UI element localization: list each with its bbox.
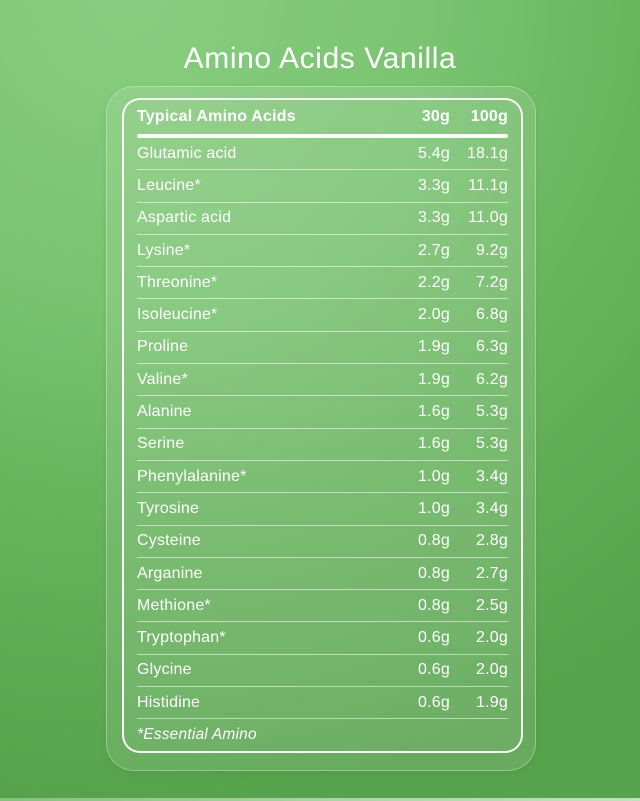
amino-acid-name: Valine*: [137, 370, 188, 388]
amino-acid-name: Tryptophan*: [137, 629, 226, 647]
amino-acid-name: Histidine: [137, 693, 201, 711]
table-row: [137, 493, 508, 525]
amount-30g: 1.0g: [418, 499, 450, 517]
header-label: Typical Amino Acids: [137, 108, 296, 125]
amount-30g: 0.8g: [418, 564, 450, 582]
amount-30g: 1.6g: [418, 403, 450, 421]
header-col-30g: 30g: [421, 108, 450, 125]
amount-100g: 11.0g: [468, 209, 508, 227]
table-row: [137, 332, 508, 364]
amount-30g: 2.7g: [418, 241, 450, 259]
amount-100g: 2.7g: [476, 564, 508, 582]
table-row: [137, 526, 508, 558]
amino-acid-name: Arganine: [137, 564, 203, 582]
footnote-row: [137, 719, 508, 751]
amino-acid-name: Glutamic acid: [137, 144, 237, 162]
footnote-text: *Essential Amino: [137, 726, 257, 744]
table-row: [137, 655, 508, 687]
table-row: [137, 170, 508, 202]
amount-100g: 2.8g: [476, 532, 508, 550]
amount-30g: 3.3g: [418, 209, 450, 227]
amount-100g: 18.1g: [466, 144, 508, 162]
amount-30g: 0.8g: [418, 596, 450, 614]
amino-acid-name: Cysteine: [137, 532, 201, 550]
table-row: [137, 461, 508, 493]
amount-100g: 6.3g: [476, 338, 508, 356]
amino-acid-name: Glycine: [137, 661, 192, 679]
amino-acid-name: Methione*: [137, 596, 211, 614]
amino-acid-name: Lysine*: [137, 241, 191, 259]
table-header-row: [137, 100, 508, 134]
amount-100g: 5.3g: [476, 435, 508, 453]
table-row: [137, 622, 508, 654]
amino-acid-name: Threonine*: [137, 273, 218, 291]
amount-100g: 7.2g: [476, 273, 508, 291]
amount-30g: 3.3g: [418, 176, 450, 194]
table-row: [137, 138, 508, 170]
table-row: [137, 590, 508, 622]
amount-30g: 1.9g: [418, 370, 450, 388]
amount-100g: 5.3g: [476, 403, 508, 421]
amount-100g: 11.1g: [468, 176, 508, 194]
header-col-100g: 100g: [470, 108, 508, 125]
amount-30g: 2.2g: [418, 273, 450, 291]
amino-acid-name: Leucine*: [137, 176, 201, 194]
amount-100g: 2.0g: [476, 661, 508, 679]
amino-acid-name: Isoleucine*: [137, 306, 218, 324]
table-row: [137, 429, 508, 461]
amount-100g: 3.4g: [476, 499, 508, 517]
table-row: [137, 299, 508, 331]
table-row: [137, 203, 508, 235]
amount-30g: 2.0g: [418, 306, 450, 324]
table-row: [137, 267, 508, 299]
amount-100g: 6.8g: [476, 306, 508, 324]
table-row: [137, 235, 508, 267]
amino-acid-name: Proline: [137, 338, 189, 356]
amount-100g: 3.4g: [476, 467, 508, 485]
table-row: [137, 364, 508, 396]
page-title: Amino Acids Vanilla: [183, 42, 457, 75]
amount-30g: 0.6g: [418, 693, 450, 711]
amount-30g: 1.6g: [418, 435, 450, 453]
outer-panel: [106, 86, 536, 771]
amount-100g: 6.2g: [476, 370, 508, 388]
table-row: [137, 687, 508, 719]
amount-30g: 0.8g: [418, 532, 450, 550]
amount-100g: 1.9g: [476, 693, 508, 711]
amount-30g: 1.9g: [418, 338, 450, 356]
table-row: [137, 396, 508, 428]
amount-30g: 0.6g: [418, 629, 450, 647]
amino-acid-name: Phenylalanine*: [137, 467, 247, 485]
table-body: [137, 138, 508, 719]
amino-acids-card: [122, 98, 523, 753]
amount-30g: 5.4g: [418, 144, 450, 162]
amount-100g: 2.5g: [476, 596, 508, 614]
amount-100g: 2.0g: [476, 629, 508, 647]
table-row: [137, 558, 508, 590]
amino-acid-name: Alanine: [137, 403, 192, 421]
amino-acid-name: Aspartic acid: [137, 209, 232, 227]
amino-acid-name: Tyrosine: [137, 499, 200, 517]
amount-100g: 9.2g: [476, 241, 508, 259]
amount-30g: 0.6g: [418, 661, 450, 679]
amino-acid-name: Serine: [137, 435, 185, 453]
amount-30g: 1.0g: [418, 467, 450, 485]
